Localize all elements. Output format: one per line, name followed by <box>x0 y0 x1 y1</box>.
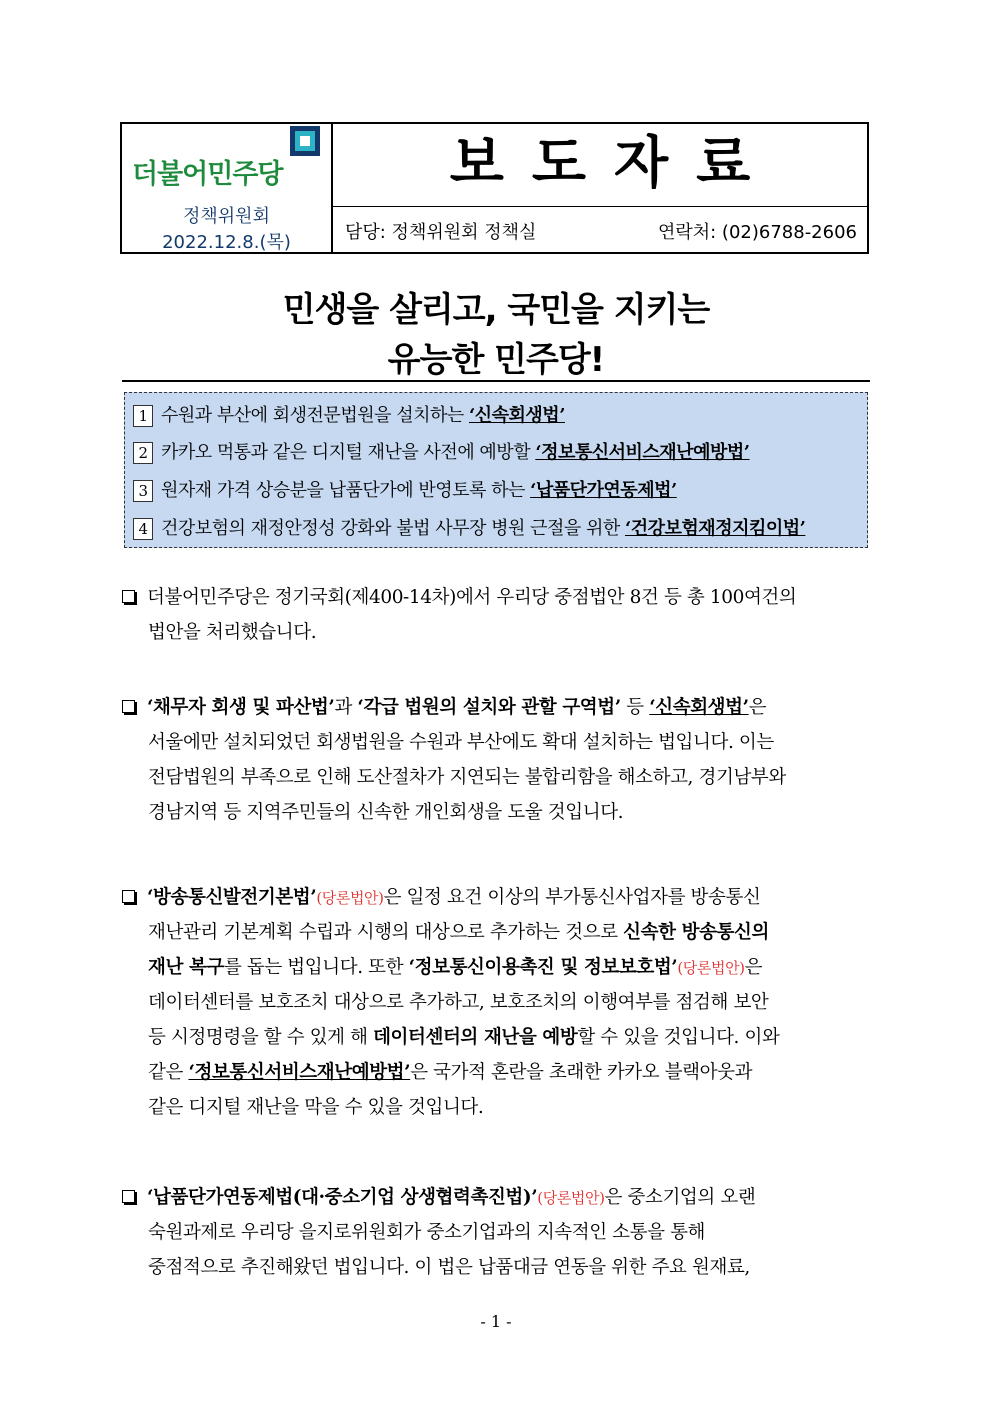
text: 은 일정 요건 이상의 부가통신사업자를 방송통신 <box>383 887 761 908</box>
summary-text: 건강보험의 재정안정성 강화와 불법 사무장 병원 근절을 위한 <box>161 518 625 539</box>
law-name: ‘방송통신발전기본법’ <box>147 887 317 908</box>
summary-highlight: ‘건강보험재정지킴이법’ <box>624 518 806 539</box>
party-bill-tag: (당론법안) <box>316 889 384 907</box>
paragraph-line: 법안을 처리했습니다. <box>148 622 317 643</box>
summary-item <box>133 514 805 540</box>
text: 더불어민주당은 정기국회(제400-14차)에서 우리당 중점법안 8건 등 총 100여건의 <box>147 587 797 608</box>
text: 같은 <box>148 1062 189 1083</box>
summary-text: 카카오 먹통과 같은 디지털 재난을 사전에 예방할 <box>161 442 536 463</box>
paragraph-line: 같은 디지털 재난을 막을 수 있을 것입니다. <box>148 1097 484 1118</box>
paragraph-line <box>122 580 876 615</box>
text: 할 수 있을 것입니다. 이와 <box>577 1027 780 1048</box>
contact-phone: 연락처: (02)6788-2606 <box>657 222 857 243</box>
summary-highlight: ‘신속회생법’ <box>468 405 565 426</box>
text: 등 <box>620 697 650 718</box>
headline-line-2: 유능한 민주당! <box>387 340 605 380</box>
text: 를 돕는 법입니다. 또한 <box>223 957 409 978</box>
paragraph-line <box>122 880 876 915</box>
paragraph-line <box>122 1020 876 1055</box>
paragraph-4 <box>122 1180 876 1285</box>
summary-item <box>133 476 677 502</box>
law-name: ‘정보통신서비스재난예방법’ <box>188 1062 411 1083</box>
emphasis: 데이터센터의 재난을 예방 <box>373 1027 578 1048</box>
press-release-header <box>120 122 869 254</box>
release-date: 2022.12.8.(목) <box>162 232 291 253</box>
paragraph-line: 전담법원의 부족으로 인해 도산절차가 지연되는 불합리함을 해소하고, 경기남부와 <box>148 767 786 788</box>
paragraph-1 <box>122 580 876 650</box>
party-logo-text: 더불어민주당 <box>132 159 283 190</box>
summary-item <box>133 438 750 464</box>
checkbox-bullet-icon <box>122 890 135 903</box>
summary-number: 4 <box>133 518 153 540</box>
paragraph-line: 데이터센터를 보호조치 대상으로 추가하고, 보호조치의 이행여부를 점검해 보안 <box>148 992 769 1013</box>
law-name: ‘각급 법원의 설치와 관할 구역법’ <box>357 697 621 718</box>
contact-person: 담당: 정책위원회 정책실 <box>345 222 537 243</box>
summary-item <box>133 401 565 427</box>
law-name: ‘신속회생법’ <box>649 697 749 718</box>
party-logo-icon <box>290 126 320 156</box>
paragraph-2 <box>122 690 876 830</box>
paragraph-line: 숙원과제로 우리당 을지로위원회가 중소기업과의 지속적인 소통을 통해 <box>148 1222 706 1243</box>
summary-highlight: ‘정보통신서비스재난예방법’ <box>535 442 750 463</box>
title-cell <box>333 124 867 207</box>
paragraph-3 <box>122 880 876 1125</box>
paragraph-line <box>122 950 876 985</box>
law-name: ‘납품단가연동제법(대·중소기업 상생협력촉진법)’ <box>147 1187 538 1208</box>
headline-divider <box>122 380 870 382</box>
party-bill-tag: (당론법안) <box>537 1189 605 1207</box>
department-label: 정책위원회 <box>183 206 270 227</box>
paragraph-line: 서울에만 설치되었던 회생법원을 수원과 부산에도 확대 설치하는 법입니다. 이는 <box>148 732 774 753</box>
paragraph-line: 중점적으로 추진해왔던 법입니다. 이 법은 납품대금 연동을 위한 주요 원재료, <box>148 1257 750 1278</box>
page-number: - 1 - <box>480 1312 512 1331</box>
paragraph-line <box>122 915 876 950</box>
paragraph-line <box>122 690 876 725</box>
text: 등 시정명령을 할 수 있게 해 <box>148 1027 374 1048</box>
headline-line-1: 민생을 살리고, 국민을 지키는 <box>282 290 710 330</box>
checkbox-bullet-icon <box>122 1190 135 1203</box>
doc-title: 보도자료 <box>449 131 779 196</box>
summary-highlight: ‘납품단가연동제법’ <box>530 480 677 501</box>
paragraph-line <box>122 1055 876 1090</box>
summary-text: 수원과 부산에 회생전문법원을 설치하는 <box>161 405 469 426</box>
contact-cell <box>333 207 867 252</box>
law-name: ‘정보통신이용촉진 및 정보보호법’ <box>408 957 678 978</box>
text: 은 중소기업의 오랜 <box>604 1187 756 1208</box>
law-name: ‘채무자 회생 및 파산법’ <box>147 697 335 718</box>
emphasis: 신속한 방송통신의 <box>623 922 769 943</box>
summary-number: 3 <box>133 480 153 502</box>
summary-number: 1 <box>133 405 153 427</box>
paragraph-line <box>122 1180 876 1215</box>
party-bill-tag: (당론법안) <box>677 959 745 977</box>
text: 은 국가적 혼란을 초래한 카카오 블랙아웃과 <box>410 1062 753 1083</box>
summary-text: 원자재 가격 상승분을 납품단가에 반영토록 하는 <box>161 480 531 501</box>
logo-cell <box>122 124 333 252</box>
text: 은 <box>748 697 767 718</box>
text: 재난관리 기본계획 수립과 시행의 대상으로 추가하는 것으로 <box>148 922 624 943</box>
emphasis: 재난 복구 <box>148 957 224 978</box>
checkbox-bullet-icon <box>122 700 135 713</box>
text: 은 <box>744 957 763 978</box>
checkbox-bullet-icon <box>122 590 135 603</box>
paragraph-line: 경남지역 등 지역주민들의 신속한 개인회생을 도울 것입니다. <box>148 802 624 823</box>
summary-number: 2 <box>133 442 153 464</box>
text: 과 <box>334 697 358 718</box>
summary-box <box>124 392 868 548</box>
